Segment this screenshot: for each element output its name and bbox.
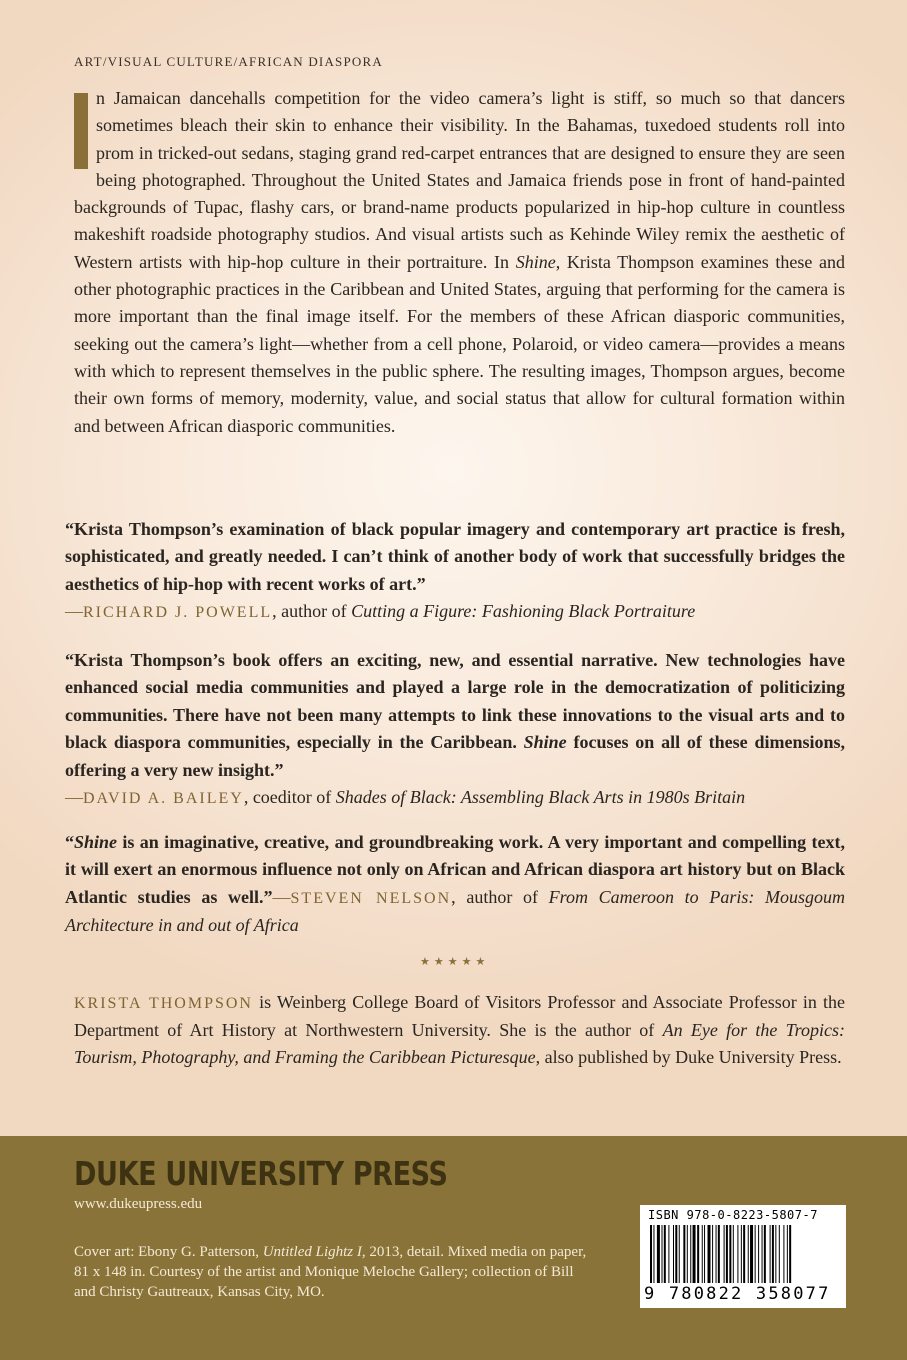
quote-role: , author of: [272, 601, 352, 622]
star-divider: ★★★★★: [420, 956, 490, 968]
isbn-text: ISBN 978-0-8223-5807-7: [648, 1208, 818, 1222]
blurb-part-1: n Jamaican dancehalls competition for the video camera’s light is stiff, so much so that dancers sometimes bleach their skin to enhance their visibility. In the Bahamas, tuxedoed students roll into prom in tricked-out sedans, staging grand red-carpet entrances that are designed to ensure they are seen being photographed. Throughout the United States and Jamaica friends pose in front of hand-painted backgrounds of Tupac, flashy cars, or brand-name products popularized in hip-hop culture in countless makeshift roadside photography studios. And visual artists such as Kehinde Wiley remix the aesthetic of Western artists with hip-hop culture in their portraiture. In: [74, 88, 845, 272]
quote-role: , author of: [451, 886, 549, 907]
quote-text: “Krista Thompson’s examination of black popular imagery and contemporary art practice is fresh, sophisticated, and greatly needed. I can’t think of another body of work that successfully bridges the aesthetics of hip-hop with recent works of art.”: [65, 519, 845, 594]
ean-digits: 9 780822 358077: [644, 1284, 831, 1304]
blurb-part-2: , Krista Thompson examines these and other photographic practices in the Caribbean and United States, arguing that performing for the camera is more important than the final image itself. For the members of these African diasporic communities, seeking out the camera’s light—whether from a cell phone, Polaroid, or video camera—provides a means with which to represent themselves in the public sphere. The resulting images, Thompson argues, become their own forms of memory, modernity, value, and social status that allow for cultural formation within and between African diasporic communities.: [74, 251, 845, 436]
barcode-bars: [648, 1225, 838, 1283]
cover-credit-b: , 2013, detail. Mixed media on paper, 81 x 148 in. Courtesy of the artist and Monique Meloche Gallery; collection of Bill and Christy Gautreaux, Kansas City, MO.: [74, 1244, 587, 1300]
quote-dash: —: [272, 886, 291, 907]
quote-author: DAVID A. BAILEY: [83, 790, 244, 808]
author-bio: [74, 989, 845, 1070]
description-blurb: [74, 85, 845, 440]
isbn-barcode: [640, 1205, 846, 1308]
category-label: ART/VISUAL CULTURE/AFRICAN DIASPORA: [74, 54, 383, 69]
blurb-book-title: Shine: [515, 251, 556, 272]
quote-dash: —: [65, 601, 83, 622]
endorsement-quote: [65, 829, 845, 940]
bio-end: , also published by Duke University Press.: [535, 1046, 842, 1067]
quote-author: RICHARD J. POWELL: [83, 604, 273, 622]
quote-book: From Cameroon to Paris: Mousgoum Architecture in and out of Africa: [65, 886, 846, 936]
quote-book-title: Shine: [74, 832, 118, 852]
bio-author-name: KRISTA THOMPSON: [74, 995, 253, 1012]
bio-text: is Weinberg College Board of Visitors Professor and Associate Professor in the Department of Art History at Northwestern University. She is the author of: [74, 992, 845, 1041]
endorsement-quote: [65, 647, 845, 812]
quote-text-2: focuses on all of these dimensions, offering a very new insight.”: [65, 732, 845, 780]
quote-book: Cutting a Figure: Fashioning Black Portraiture: [351, 601, 696, 622]
quote-author: STEVEN NELSON: [290, 889, 452, 907]
publisher-name: DUKE UNIVERSITY PRESS: [74, 1154, 448, 1193]
quote-book: Shades of Black: Assembling Black Arts in 1980s Britain: [335, 787, 746, 808]
quote-dash: —: [65, 787, 83, 808]
quote-book-title: Shine: [523, 732, 567, 753]
cover-credit-a: Cover art: Ebony G. Patterson,: [74, 1244, 263, 1260]
quote-text: “Krista Thompson’s book offers an exciting, new, and essential narrative. New technologies have enhanced social media communities and played a large role in the democratization of politicizing communities. There have not been many attempts to link these innovations to the visual arts and to black diaspora communities, especially in the Caribbean.: [65, 650, 845, 753]
drop-cap-bar: [74, 93, 88, 169]
bio-book-title: An Eye for the Tropics: Tourism, Photography, and Framing the Caribbean Picturesque: [74, 1020, 846, 1067]
quote-text: is an imaginative, creative, and groundbreaking work. A very important and compelling text, it will exert an enormous influence not only on African and African diaspora art history but on Black Atlantic studies as well.”: [65, 832, 845, 907]
quote-role: , coeditor of: [243, 787, 336, 808]
endorsement-quote: [65, 516, 845, 627]
cover-art-credit: [74, 1242, 594, 1302]
publisher-url[interactable]: www.dukeupress.edu: [74, 1196, 203, 1212]
cover-art-title: Untitled Lightz I: [262, 1244, 362, 1260]
quote-open-mark: “: [65, 832, 74, 852]
